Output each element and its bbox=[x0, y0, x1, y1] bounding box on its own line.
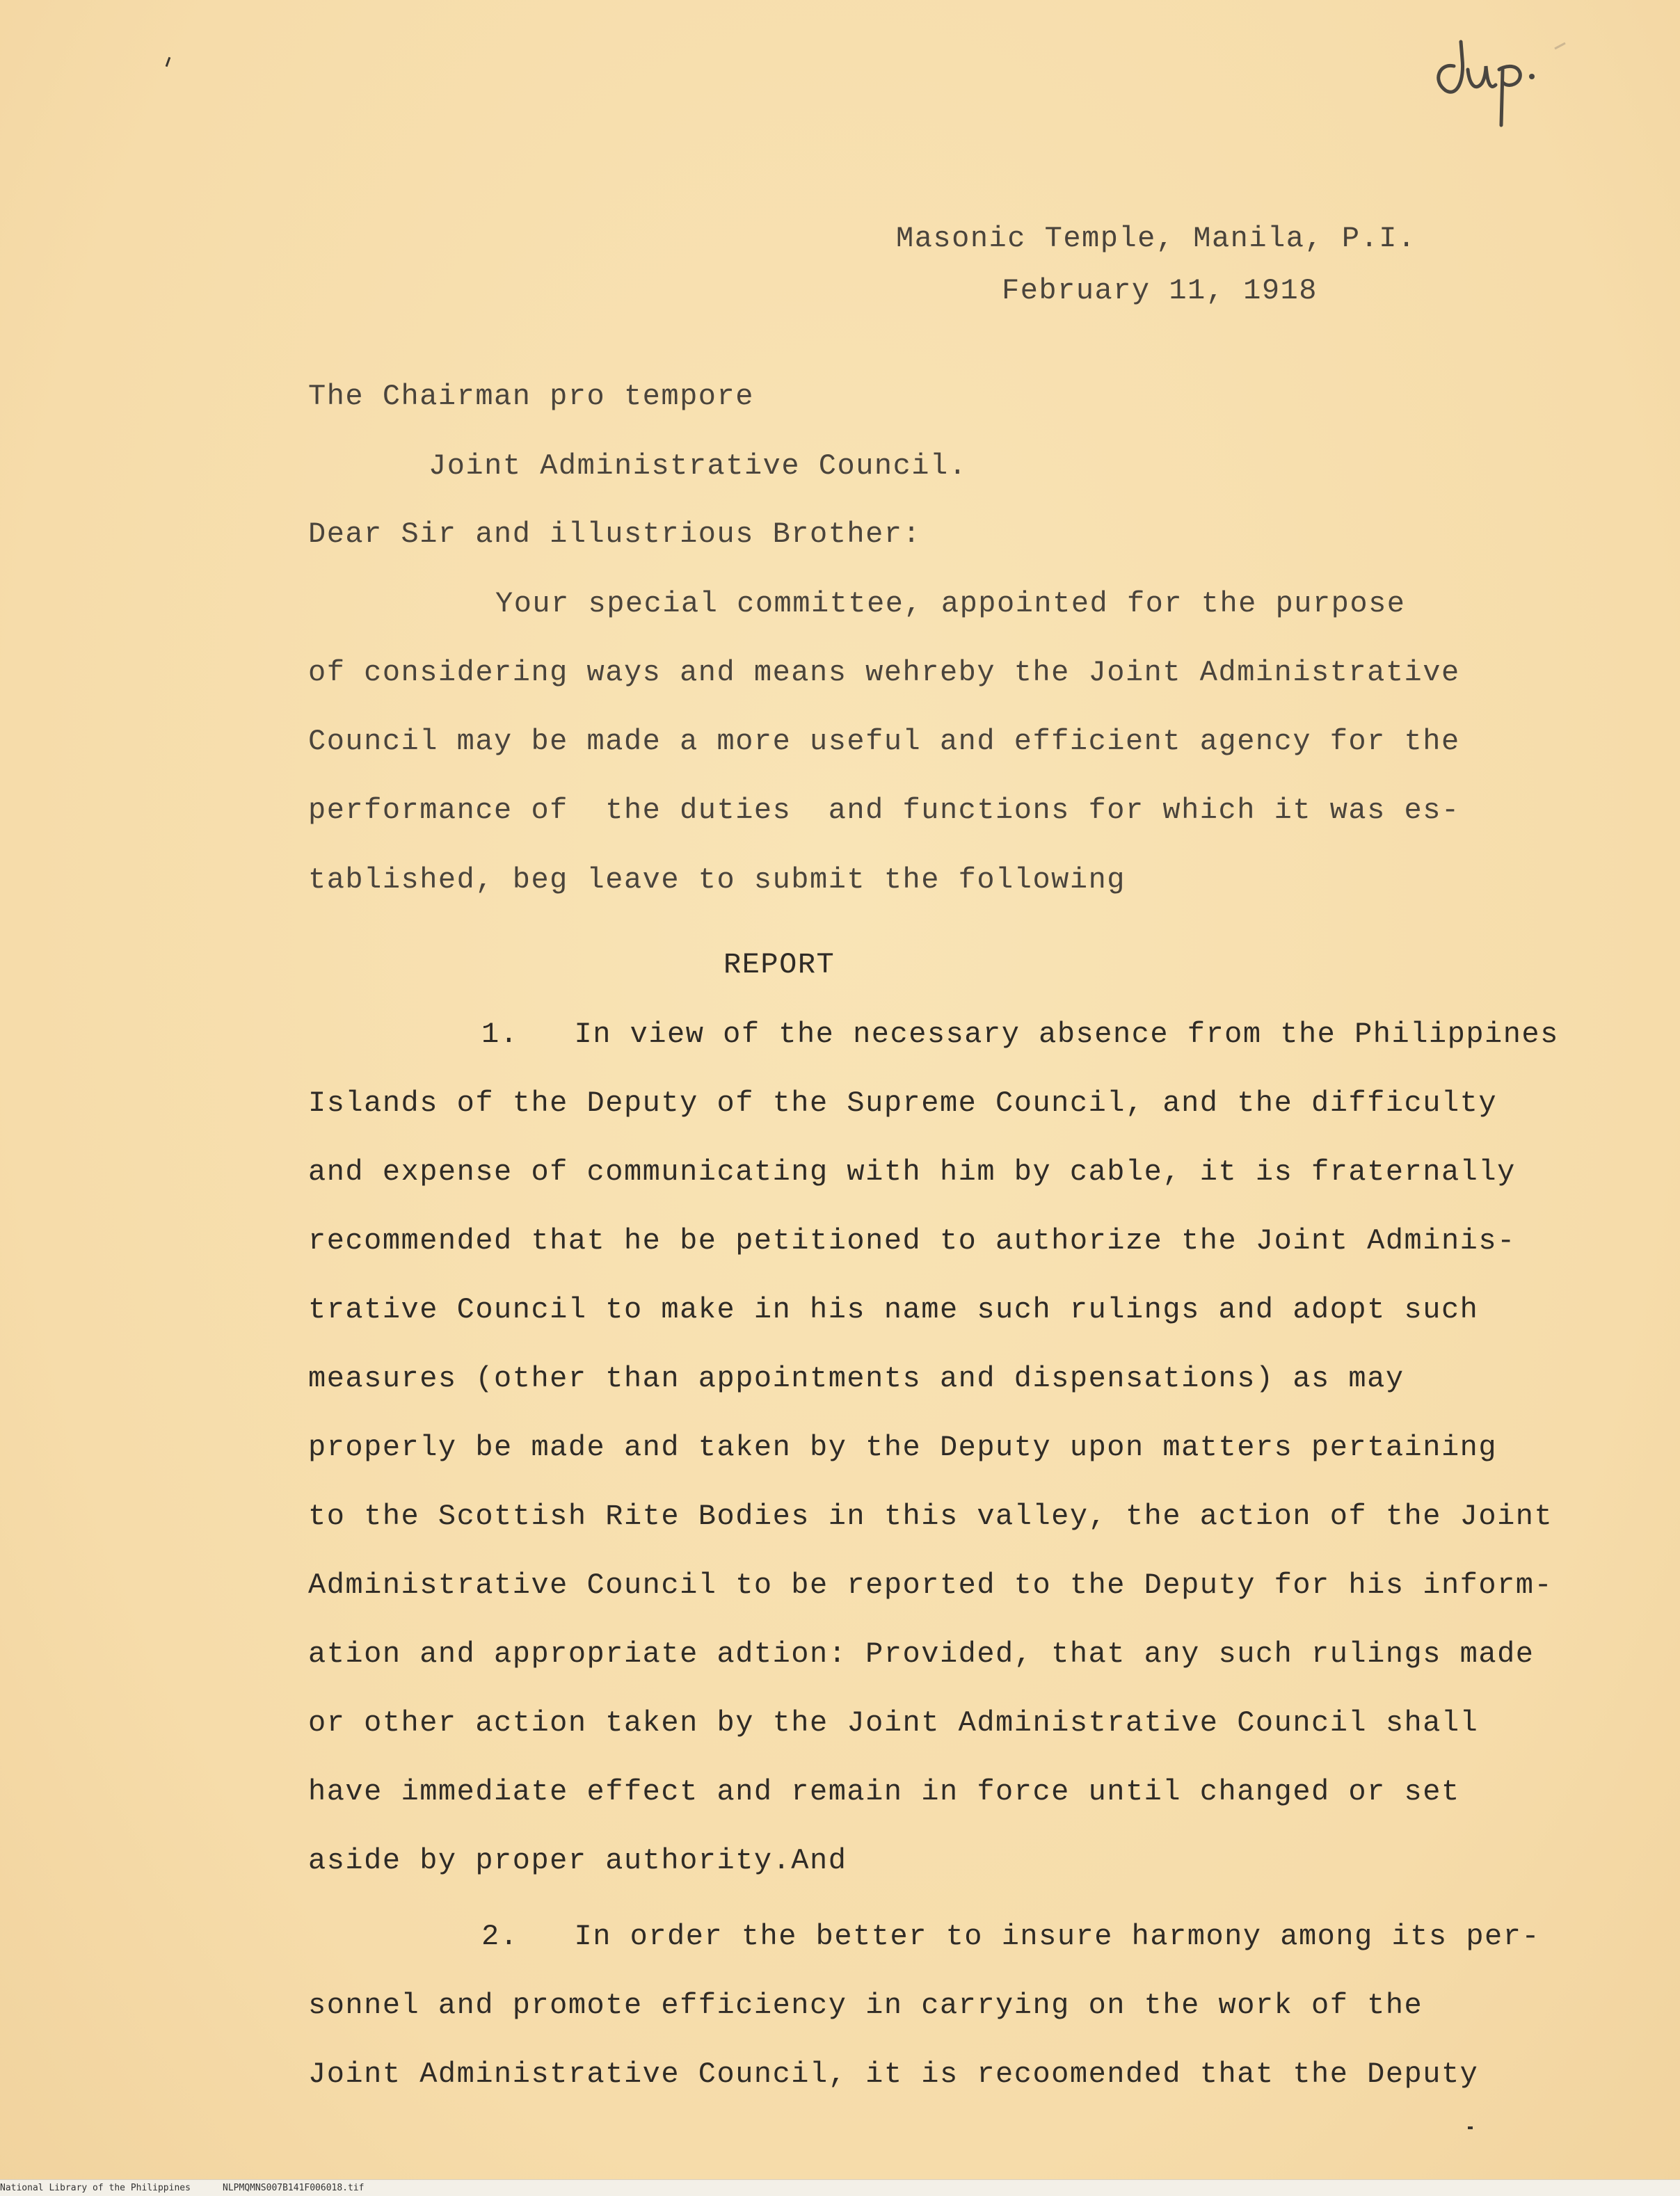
footer-library: National Library of the Philippines bbox=[0, 2183, 191, 2193]
section1-line: Administrative Council to be reported to the Deputy for his inform- bbox=[308, 1569, 1553, 1602]
intro-line: Your special committee, appointed for the purpose bbox=[495, 587, 1406, 620]
section1-line: properly be made and taken by the Deputy upon matters pertaining bbox=[308, 1431, 1498, 1464]
stray-mark bbox=[1468, 2126, 1473, 2129]
section1-line: or other action taken by the Joint Administrative Council shall bbox=[308, 1706, 1479, 1740]
section1-line: Islands of the Deputy of the Supreme Council, and the difficulty bbox=[308, 1087, 1498, 1120]
report-heading: REPORT bbox=[723, 948, 835, 981]
addressee-line-1: The Chairman pro tempore bbox=[308, 380, 754, 413]
intro-line: tablished, beg leave to submit the following bbox=[308, 863, 1126, 897]
section1-line: and expense of communicating with him by cable, it is fraternally bbox=[308, 1155, 1516, 1189]
salutation: Dear Sir and illustrious Brother: bbox=[308, 518, 922, 551]
letterhead-place: Masonic Temple, Manila, P.I. bbox=[896, 222, 1416, 255]
letterhead-date: February 11, 1918 bbox=[1002, 274, 1318, 307]
footer-filename: NLPMQMNS007B141F006018.tif bbox=[223, 2183, 365, 2193]
section1-line: measures (other than appointments and dispensations) as may bbox=[308, 1362, 1405, 1395]
section1-line: recommended that he be petitioned to authorize the Joint Adminis- bbox=[308, 1224, 1516, 1258]
intro-line: of considering ways and means wehreby the Joint Administrative bbox=[308, 656, 1460, 689]
section2-line: Joint Administrative Council, it is recoomended that the Deputy bbox=[308, 2058, 1479, 2091]
section2-line: 2. In order the better to insure harmony among its per- bbox=[481, 1920, 1541, 1953]
addressee-line-2: Joint Administrative Council. bbox=[429, 449, 968, 483]
section1-line: have immediate effect and remain in force until changed or set bbox=[308, 1775, 1460, 1809]
section2-line: sonnel and promote efficiency in carrying on the work of the bbox=[308, 1989, 1423, 2022]
section1-line: ation and appropriate adtion: Provided, that any such rulings made bbox=[308, 1637, 1535, 1671]
scan-footer bbox=[0, 2179, 1680, 2196]
section1-line: aside by proper authority.And bbox=[308, 1844, 847, 1877]
intro-line: performance of the duties and functions for which it was es- bbox=[308, 794, 1460, 827]
intro-line: Council may be made a more useful and efficient agency for the bbox=[308, 725, 1460, 758]
section1-line: to the Scottish Rite Bodies in this valley, the action of the Joint bbox=[308, 1500, 1553, 1533]
section1-line: trative Council to make in his name such rulings and adopt such bbox=[308, 1293, 1479, 1327]
section1-line: 1. In view of the necessary absence from the Philippines bbox=[481, 1018, 1559, 1051]
handwritten-note-dup bbox=[1426, 28, 1586, 132]
